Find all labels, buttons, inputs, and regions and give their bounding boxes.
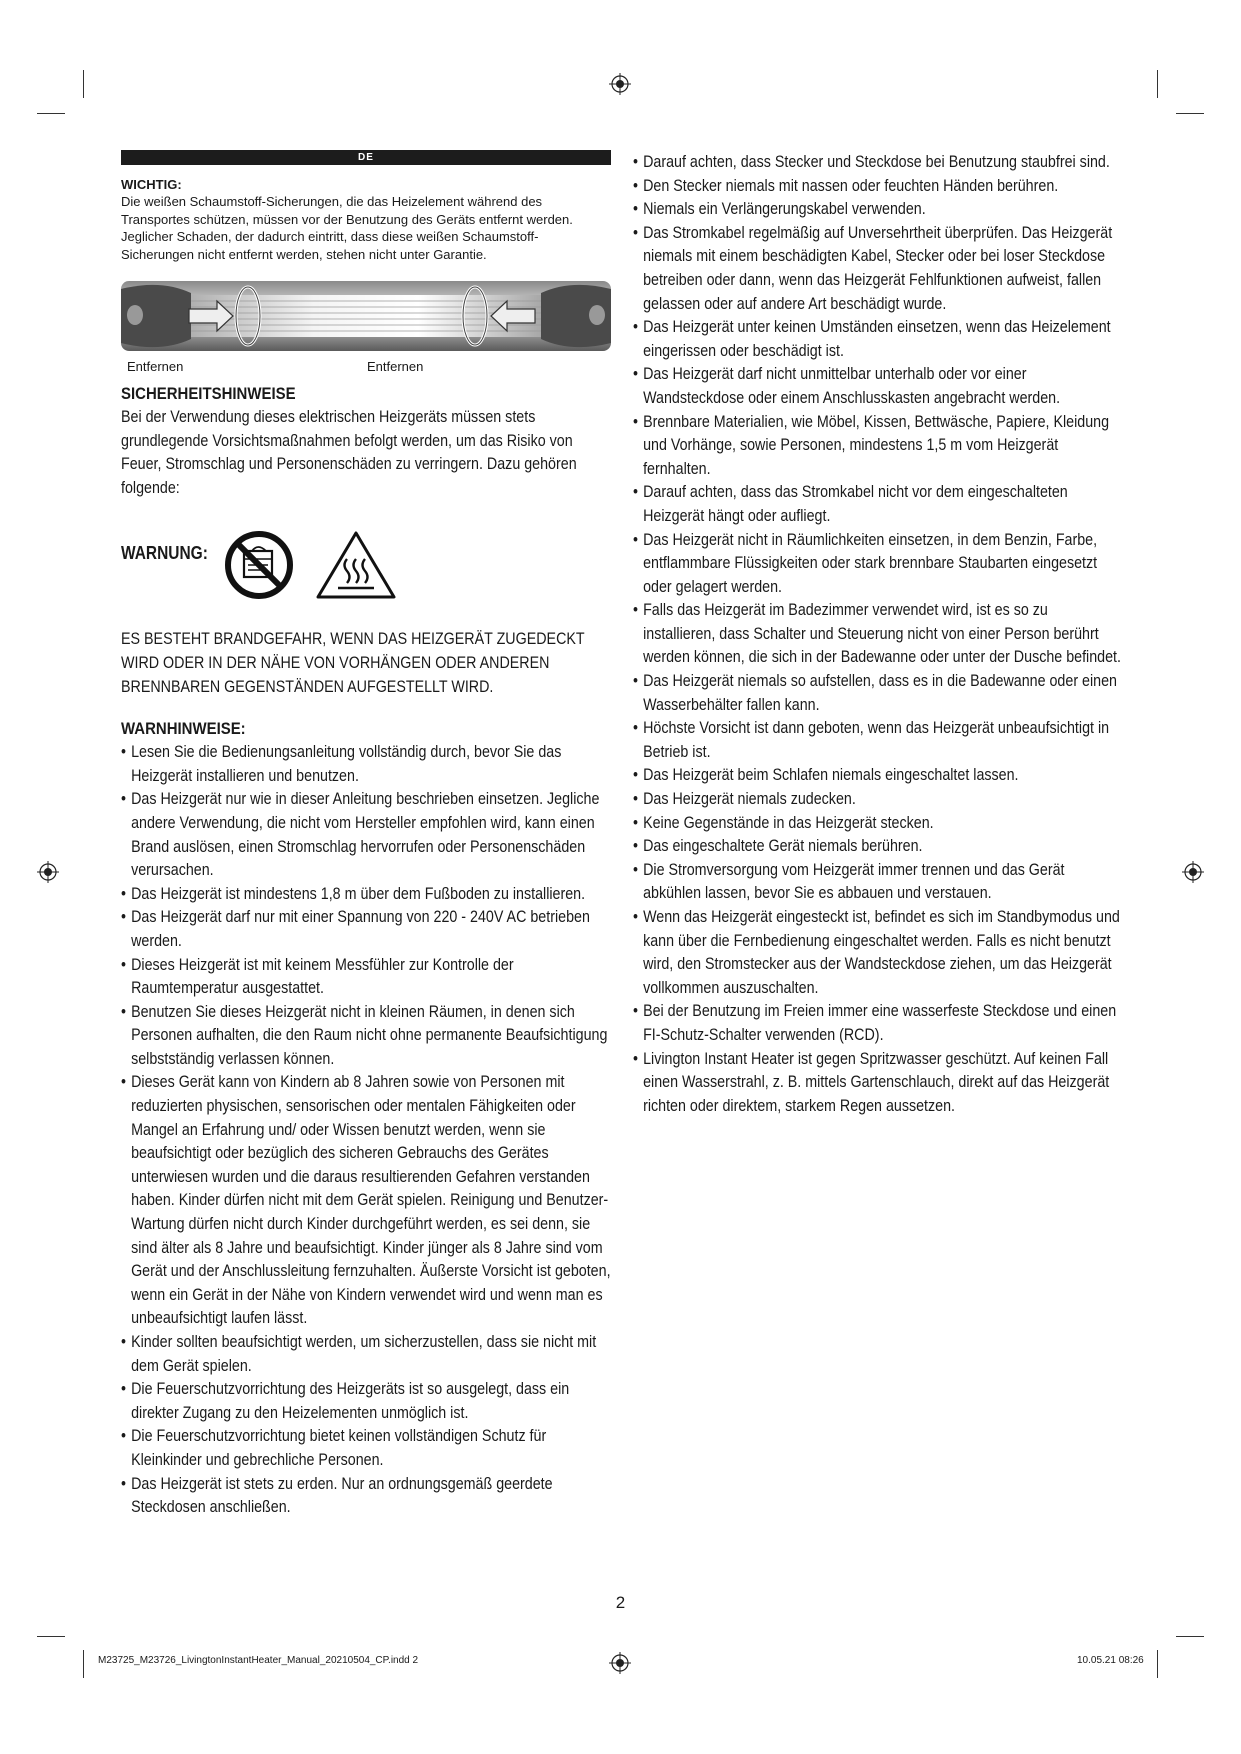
list-item: • Darauf achten, dass Stecker und Steckdose bei Benutzung staubfrei sind. xyxy=(633,150,1123,174)
crop-mark xyxy=(1157,1650,1158,1678)
list-item: • Das Heizgerät ist stets zu erden. Nur an ordnungsgemäß geerdete Steckdosen anschließen. xyxy=(121,1472,611,1519)
left-warnings xyxy=(121,740,611,1519)
list-item: • Das Heizgerät beim Schlafen niemals eingeschaltet lassen. xyxy=(633,763,1123,787)
list-item: • Livington Instant Heater ist gegen Spritzwasser geschützt. Auf keinen Fall einen Wasserstrahl, z. B. mittels Gartenschlauch, direkt auf das Heizgerät richten oder direktem, starkem Regen aussetzen. xyxy=(633,1047,1123,1118)
list-item: • Das Heizgerät darf nur mit einer Spannung von 220 - 240V AC betrieben werden. xyxy=(121,905,611,952)
warning-label: WARNUNG: xyxy=(121,543,208,564)
remove-labels xyxy=(121,355,611,377)
list-item: • Das Heizgerät nicht in Räumlichkeiten einsetzen, in dem Benzin, Farbe, entflammbare Flüssigkeiten oder stark brennbare Staubarten eingesetzt oder gelagert werden. xyxy=(633,528,1123,599)
list-item: • Höchste Vorsicht ist dann geboten, wenn das Heizgerät unbeaufsichtigt in Betrieb ist. xyxy=(633,716,1123,763)
list-item: • Wenn das Heizgerät eingesteckt ist, befindet es sich im Standbymodus und kann über die Fernbedienung eingeschaltet werden. Falls es nicht benutzt wird, den Stromstecker aus der Wandsteckdose ziehen, um das Heizgerät vollkommen auszuschalten. xyxy=(633,905,1123,999)
list-item: • Dieses Heizgerät ist mit keinem Messfühler zur Kontrolle der Raumtemperatur ausgestattet. xyxy=(121,953,611,1000)
right-bullet-list xyxy=(633,150,1123,1117)
list-item: • Lesen Sie die Bedienungsanleitung vollständig durch, bevor Sie das Heizgerät installieren und benutzen. xyxy=(121,740,611,787)
crop-mark xyxy=(37,1636,65,1637)
list-item: • Brennbare Materialien, wie Möbel, Kissen, Bettwäsche, Papiere, Kleidung und Vorhänge, sowie Personen, mindestens 1,5 m vom Heizgerät fernhalten. xyxy=(633,410,1123,481)
list-item: • Niemals ein Verlängerungskabel verwenden. xyxy=(633,197,1123,221)
important-text: Die weißen Schaumstoff-Sicherungen, die das Heizelement während des Transportes schützen, müssen vor der Benutzung des Geräts entfernt werden. Jeglicher Schaden, der dadurch eintritt, dass diese weißen Schaumstoff-Sicherungen nicht entfernt werden, stehen nicht unter Garantie. xyxy=(121,194,573,262)
crop-mark xyxy=(1176,113,1204,114)
registration-mark-icon xyxy=(1182,861,1204,883)
fire-warning-text: ES BESTEHT BRANDGEFAHR, WENN DAS HEIZGERÄT ZUGEDECKT WIRD ODER IN DER NÄHE VON VORHÄNGEN ODER ANDEREN BRENNBAREN GEGENSTÄNDEN AUFGESTELLT WIRD. xyxy=(121,629,585,696)
warnings-title: WARNHINWEISE: xyxy=(121,719,246,739)
list-item: • Benutzen Sie dieses Heizgerät nicht in kleinen Räumen, in denen sich Personen aufhalten, die den Raum nicht ohne permanente Beaufsichtigung selbstständig verlassen können. xyxy=(121,1000,611,1071)
list-item: • Bei der Benutzung im Freien immer eine wasserfeste Steckdose und einen FI-Schutz-Schalter verwenden (RCD). xyxy=(633,999,1123,1046)
registration-mark-icon xyxy=(609,1652,631,1674)
list-item: • Das Heizgerät nur wie in dieser Anleitung beschrieben einsetzen. Jegliche andere Verwendung, die nicht vom Hersteller empfohlen wird, kann einen Brand auslösen, einen Stromschlag hervorrufen oder Personenschäden verursachen. xyxy=(121,787,611,881)
right-warnings xyxy=(633,150,1123,1117)
list-item: • Den Stecker niemals mit nassen oder feuchten Händen berühren. xyxy=(633,174,1123,198)
list-item: • Falls das Heizgerät im Badezimmer verwendet wird, ist es so zu installieren, dass Schalter und Steuerung nicht von einer Person berührt werden können, die sich in der Badewanne oder unter der Dusche befindet. xyxy=(633,598,1123,669)
list-item: • Das Heizgerät darf nicht unmittelbar unterhalb oder vor einer Wandsteckdose oder einem Anschlusskasten angebracht werden. xyxy=(633,362,1123,409)
list-item: • Darauf achten, dass das Stromkabel nicht vor dem eingeschalteten Heizgerät hängt oder aufliegt. xyxy=(633,480,1123,527)
warning-row xyxy=(121,519,611,605)
safety-title: SICHERHEITSHINWEISE xyxy=(121,384,296,403)
hot-surface-icon xyxy=(314,529,398,601)
right-column xyxy=(633,150,1123,1117)
safety-intro: Bei der Verwendung dieses elektrischen Heizgeräts müssen stets grundlegende Vorsichtsmaßnahmen befolgt werden, um das Risiko von Feuer, Stromschlag und Personenschäden zu verringern. Dazu gehören folgende: xyxy=(121,407,577,497)
crop-mark xyxy=(83,1650,84,1678)
crop-mark xyxy=(37,113,65,114)
left-bullet-list xyxy=(121,740,611,1519)
left-column xyxy=(121,150,611,1519)
language-bar: DE xyxy=(121,150,611,165)
remove-label-right: Entfernen xyxy=(367,359,424,374)
list-item: • Dieses Gerät kann von Kindern ab 8 Jahren sowie von Personen mit reduzierten physischen, sensorischen oder mentalen Fähigkeiten oder Mangel an Erfahrung und/ oder Wissen benutzt werden, wenn sie beaufsichtigt oder bezüglich des sicheren Gebrauchs des Gerätes unterwiesen wurden und die daraus resultierenden Gefahren verstanden haben. Kinder dürfen nicht mit dem Gerät spielen. Reinigung und Benutzer-Wartung dürfen nicht durch Kinder durchgeführt werden, es sei denn, sie sind älter als 8 Jahre und beaufsichtigt. Kinder jünger als 8 Jahre sind vom Gerät und der Anschlussleitung fernzuhalten. Äußerste Vorsicht ist geboten, wenn ein Gerät in der Nähe von Kindern verwendet wird und wenn man es unbeaufsichtigt laufen lässt. xyxy=(121,1070,611,1330)
footer-date: 10.05.21 08:26 xyxy=(1077,1655,1144,1666)
registration-mark-icon xyxy=(37,861,59,883)
footer-filename: M23725_M23726_LivingtonInstantHeater_Manual_20210504_CP.indd 2 xyxy=(98,1655,419,1666)
page-number: 2 xyxy=(615,1593,626,1612)
registration-mark-icon xyxy=(609,73,631,95)
list-item: • Das Heizgerät niemals so aufstellen, dass es in die Badewanne oder einen Wasserbehälter fallen kann. xyxy=(633,669,1123,716)
crop-mark xyxy=(1157,70,1158,98)
list-item: • Das Heizgerät unter keinen Umständen einsetzen, wenn das Heizelement eingerissen oder beschädigt ist. xyxy=(633,315,1123,362)
list-item: • Die Stromversorgung vom Heizgerät immer trennen und das Gerät abkühlen lassen, bevor Sie es abbauen und verstauen. xyxy=(633,858,1123,905)
heater-foam-removal-illustration xyxy=(121,279,611,353)
crop-mark xyxy=(83,70,84,98)
important-title: WICHTIG: xyxy=(121,177,182,192)
crop-mark xyxy=(1176,1636,1204,1637)
list-item: • Kinder sollten beaufsichtigt werden, um sicherzustellen, dass sie nicht mit dem Gerät spielen. xyxy=(121,1330,611,1377)
list-item: • Das eingeschaltete Gerät niemals berühren. xyxy=(633,834,1123,858)
list-item: • Keine Gegenstände in das Heizgerät stecken. xyxy=(633,811,1123,835)
list-item: • Die Feuerschutzvorrichtung bietet keinen vollständigen Schutz für Kleinkinder und gebrechliche Personen. xyxy=(121,1424,611,1471)
remove-label-left: Entfernen xyxy=(127,359,184,374)
list-item: • Das Heizgerät ist mindestens 1,8 m über dem Fußboden zu installieren. xyxy=(121,882,611,906)
list-item: • Die Feuerschutzvorrichtung des Heizgeräts ist so ausgelegt, dass ein direkter Zugang zu den Heizelementen unmöglich ist. xyxy=(121,1377,611,1424)
do-not-cover-icon xyxy=(222,529,296,601)
list-item: • Das Stromkabel regelmäßig auf Unversehrtheit überprüfen. Das Heizgerät niemals mit einem beschädigten Kabel, Stecker oder bei loser Steckdose betreiben oder dann, wenn das Heizgerät Fehlfunktionen aufweist, fallen gelassen oder auf andere Art beschädigt wurde. xyxy=(633,221,1123,315)
list-item: • Das Heizgerät niemals zudecken. xyxy=(633,787,1123,811)
